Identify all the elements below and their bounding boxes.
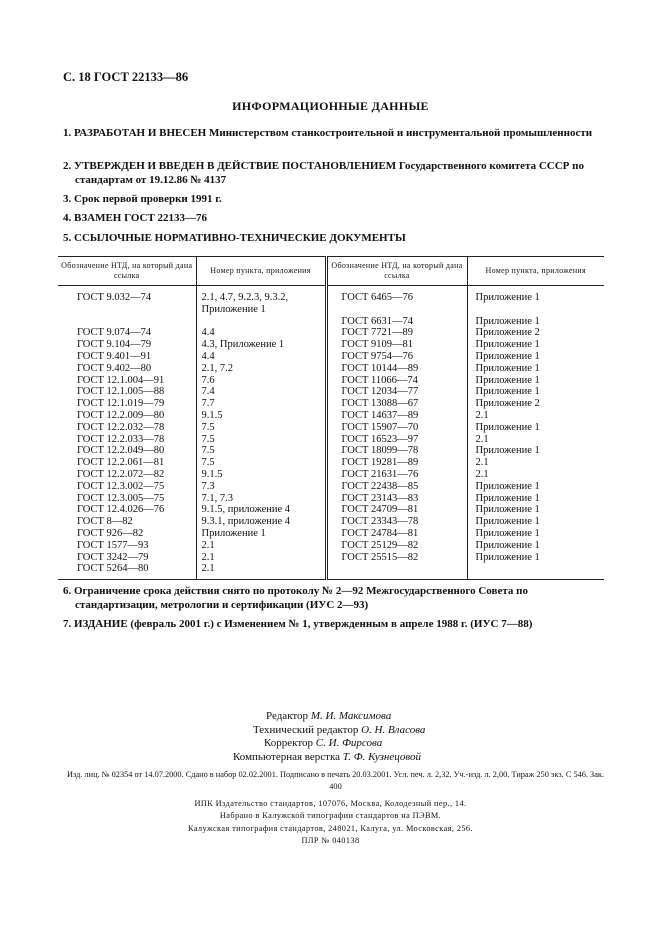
ntd-cell: ГОСТ 9.032—74 [58, 286, 196, 316]
clause-cell: 9.1.5, приложение 4 [196, 504, 326, 516]
ntd-cell: ГОСТ 12.2.061—81 [58, 457, 196, 469]
clause-cell: Приложение 1 [475, 362, 540, 374]
publisher-line-1: ИПК Издательство стандартов, 107076, Москва, Колодезный пер., 14. [194, 799, 467, 808]
table-row [58, 493, 604, 505]
table-row [58, 339, 604, 351]
table-row [58, 457, 604, 469]
clause-cell: 2.1 [196, 540, 326, 552]
credit-editor: Редактор М. И. Максимова [266, 710, 392, 722]
table-header-row [58, 257, 604, 286]
clause-cell: 4.3, Приложение 1 [196, 339, 326, 351]
ntd-cell: ГОСТ 9.074—74 [58, 327, 196, 339]
ntd-cell: ГОСТ 9754—76 [326, 351, 467, 363]
clause-cell: Приложение 1 [475, 315, 540, 327]
ntd-cell: ГОСТ 22438—85 [326, 481, 467, 493]
ntd-cell: ГОСТ 12.1.005—88 [58, 386, 196, 398]
ntd-cell: ГОСТ 12034—77 [326, 386, 467, 398]
credit-tech-editor: Технический редактор О. Н. Власова [253, 723, 426, 736]
ntd-cell: ГОСТ 25129—82 [326, 540, 467, 552]
clause-cell: 7.5 [196, 422, 326, 434]
section-title: ИНФОРМАЦИОННЫЕ ДАННЫЕ [232, 99, 429, 113]
clause-cell: 7.6 [196, 375, 326, 387]
credit-proofreader: Корректор С. И. Фирсова [264, 737, 383, 749]
imprint-text: Изд. лиц. № 02354 от 14.07.2000. Сдано в набор 02.02.2001. Подписано в печать 20.03.2001. Усл. печ. л. 2,32. Уч.-изд. л. 2,00. Тираж 250 экз. С 546. Зак. 400 [67, 770, 604, 791]
clause-cell: 7.5 [196, 457, 326, 469]
table-row [58, 481, 604, 493]
clause-cell: 9.1.5 [196, 469, 326, 481]
clause-cell: Приложение 1 [475, 492, 540, 504]
ntd-cell: ГОСТ 12.2.072—82 [58, 469, 196, 481]
table-row [58, 327, 604, 339]
table-row [58, 422, 604, 434]
table-row [58, 504, 604, 516]
ntd-cell: ГОСТ 24709—81 [326, 504, 467, 516]
clause-cell: Приложение 1 [475, 445, 540, 457]
item-5: 5. ССЫЛОЧНЫЕ НОРМАТИВНО-ТЕХНИЧЕСКИЕ ДОКУМЕНТЫ [63, 232, 406, 244]
item-1: 1. РАЗРАБОТАН И ВНЕСЕН Министерством станкостроительной и инструментальной промышленности [63, 127, 593, 139]
clause-cell: 4.4 [196, 327, 326, 339]
clause-cell [467, 563, 604, 579]
clause-cell: Приложение 2 [475, 398, 540, 410]
ntd-cell: ГОСТ 12.2.033—78 [58, 434, 196, 446]
ntd-cell: ГОСТ 25515—82 [326, 552, 467, 564]
references-table [58, 256, 604, 580]
clause-cell: Приложение 1 [475, 292, 540, 303]
ntd-cell: ГОСТ 12.2.049—80 [58, 445, 196, 457]
ntd-cell: ГОСТ 9.402—80 [58, 363, 196, 375]
clause-cell: Приложение 1 [475, 504, 540, 516]
table-row [58, 363, 604, 375]
clause-cell: 9.1.5 [196, 410, 326, 422]
clause-cell: 7.7 [196, 398, 326, 410]
table-row [58, 445, 604, 457]
col-header-ntd-2: Обозначение НТД, на который дана ссылка [326, 257, 467, 286]
table-row [58, 563, 604, 579]
ntd-cell: ГОСТ 6465—76 [326, 286, 467, 316]
clause-cell: 2.1 [475, 409, 489, 421]
ntd-cell: ГОСТ 1577—93 [58, 540, 196, 552]
table-row [58, 386, 604, 398]
table-row [58, 469, 604, 481]
clause-cell: 7.3 [196, 481, 326, 493]
ntd-cell: ГОСТ 16523—97 [326, 434, 467, 446]
item-6: 6. Ограничение срока действия снято по протоколу № 2—92 Межгосударственного Совета по стандартизации, метрологии и сертификации (ИУС 2—93) [63, 585, 528, 611]
clause-cell: 2.1 [475, 468, 489, 480]
ntd-cell: ГОСТ 926—82 [58, 528, 196, 540]
clause-cell: Приложение 1 [475, 539, 540, 551]
col-header-ntd-1: Обозначение НТД, на который дана ссылка [58, 257, 196, 286]
ntd-cell: ГОСТ 19281—89 [326, 457, 467, 469]
table-row [58, 375, 604, 387]
clause-cell: Приложение 2 [475, 327, 540, 339]
clause-cell: Приложение 1 [475, 386, 540, 398]
ntd-cell: ГОСТ 23343—78 [326, 516, 467, 528]
ntd-cell [58, 316, 196, 328]
clause-cell: Приложение 1 [475, 551, 540, 563]
clause-cell: Приложение 1 [475, 339, 540, 351]
ntd-cell: ГОСТ 9.104—79 [58, 339, 196, 351]
ntd-cell: ГОСТ 13088—67 [326, 398, 467, 410]
clause-cell: 2.1, 7.2 [196, 363, 326, 375]
clause-cell: Приложение 1 [475, 516, 540, 528]
ntd-cell: ГОСТ 14637—89 [326, 410, 467, 422]
ntd-cell: ГОСТ 21631—76 [326, 469, 467, 481]
ntd-cell: ГОСТ 11066—74 [326, 375, 467, 387]
table-row [58, 528, 604, 540]
ntd-cell: ГОСТ 12.2.032—78 [58, 422, 196, 434]
clause-cell: 7.5 [196, 445, 326, 457]
clause-cell: 2.1, 4.7, 9.2.3, 9.3.2, Приложение 1 [196, 286, 326, 316]
publisher-block [0, 798, 661, 848]
table-row [58, 398, 604, 410]
ntd-cell: ГОСТ 7721—89 [326, 327, 467, 339]
item-4: 4. ВЗАМЕН ГОСТ 22133—76 [63, 212, 208, 224]
ntd-cell: ГОСТ 12.4.026—76 [58, 504, 196, 516]
publisher-line-2: Набрано в Калужской типографии стандартов на ПЭВМ. [219, 811, 442, 821]
ntd-cell: ГОСТ 18099—78 [326, 445, 467, 457]
clause-cell: 2.1 [196, 552, 326, 564]
ntd-cell: ГОСТ 9109—81 [326, 339, 467, 351]
ntd-cell: ГОСТ 12.2.009—80 [58, 410, 196, 422]
ntd-cell: ГОСТ 6631—74 [326, 316, 467, 328]
clause-cell [196, 316, 326, 328]
credit-layout: Компьютерная верстка Т. Ф. Кузнецовой [233, 750, 422, 763]
table-row [58, 410, 604, 422]
table-row [58, 552, 604, 564]
clause-cell: Приложение 1 [475, 421, 540, 433]
ntd-cell: ГОСТ 10144—89 [326, 363, 467, 375]
ntd-cell [326, 563, 467, 579]
clause-cell: Приложение 1 [475, 350, 540, 362]
ntd-cell: ГОСТ 15907—70 [326, 422, 467, 434]
ntd-cell: ГОСТ 5264—80 [58, 563, 196, 579]
publisher-line-3: Калужская типография стандартов, 248021, Калуга, ул. Московская, 256. [188, 823, 473, 833]
item-7: 7. ИЗДАНИЕ (февраль 2001 г.) с Изменением № 1, утвержденным в апреле 1988 г. (ИУС 7—88) [63, 618, 533, 630]
ntd-cell: ГОСТ 12.3.002—75 [58, 481, 196, 493]
publisher-line-4: ПЛР № 040138 [301, 836, 360, 846]
clause-cell: Приложение 1 [475, 527, 540, 539]
item-3: 3. Срок первой проверки 1991 г. [63, 193, 222, 205]
clause-cell: 2.1 [475, 457, 489, 469]
table-row [58, 434, 604, 446]
col-header-clause-1: Номер пункта, приложения [196, 257, 326, 286]
clause-cell: 7.5 [196, 434, 326, 446]
table-row [58, 516, 604, 528]
ntd-cell: ГОСТ 8—82 [58, 516, 196, 528]
col-header-clause-2: Номер пункта, приложения [467, 257, 604, 286]
item-2: 2. УТВЕРЖДЕН И ВВЕДЕН В ДЕЙСТВИЕ ПОСТАНОВЛЕНИЕМ Государственного комитета СССР по стандартам от 19.12.86 № 4137 [63, 160, 584, 186]
clause-cell: Приложение 1 [475, 374, 540, 386]
page-header: С. 18 ГОСТ 22133—86 [63, 70, 189, 84]
table-row [58, 286, 604, 316]
ntd-cell: ГОСТ 24784—81 [326, 528, 467, 540]
ntd-cell: ГОСТ 12.1.019—79 [58, 398, 196, 410]
table-row [58, 351, 604, 363]
ntd-cell: ГОСТ 12.1.004—91 [58, 375, 196, 387]
clause-cell: Приложение 1 [196, 528, 326, 540]
ntd-cell: ГОСТ 23143—83 [326, 493, 467, 505]
ntd-cell: ГОСТ 9.401—91 [58, 351, 196, 363]
table-row [58, 540, 604, 552]
clause-cell: 2.1 [475, 433, 489, 445]
clause-cell: 4.4 [196, 351, 326, 363]
clause-cell: 7.1, 7.3 [196, 493, 326, 505]
table-body [58, 286, 604, 580]
table-row [58, 316, 604, 328]
clause-cell: 7.4 [196, 386, 326, 398]
clause-cell: Приложение 1 [475, 480, 540, 492]
clause-cell: 2.1 [196, 563, 326, 579]
clause-cell: 9.3.1, приложение 4 [196, 516, 326, 528]
ntd-cell: ГОСТ 3242—79 [58, 552, 196, 564]
ntd-cell: ГОСТ 12.3.005—75 [58, 493, 196, 505]
